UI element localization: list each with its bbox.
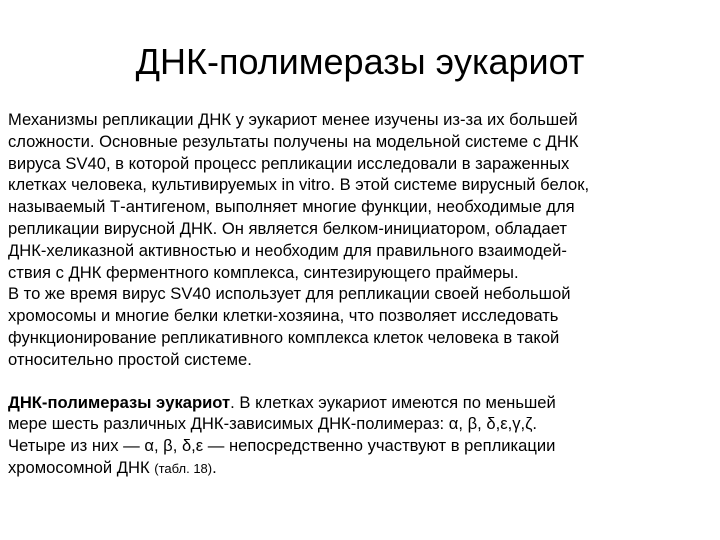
- slide-title: ДНК-полимеразы эукариот: [135, 41, 585, 82]
- text-line: функционирование репликативного комплекса клеток человека в такой: [8, 327, 560, 347]
- text-line: клетках человека, культивируемых in vitro. В этой системе вирусный белок,: [8, 175, 590, 195]
- paragraph-dna-polymerases: [8, 392, 712, 480]
- text-line: Механизмы репликации ДНК у эукариот менее изучены из-за их большей: [8, 110, 578, 129]
- text-line: Четыре из них — α, β, δ,ε — непосредственно участвуют в репликации: [8, 436, 556, 456]
- text-line: называемый Т-антигеном, выполняет многие функции, необходимые для: [8, 197, 575, 217]
- text-run: .: [212, 457, 217, 477]
- text-line: репликации вирусной ДНК. Он является белком-инициатором, обладает: [8, 218, 568, 238]
- text-line: [8, 457, 712, 480]
- text-line: относительно простой системе.: [8, 349, 252, 369]
- text-line: мере шесть различных ДНК-зависимых ДНК-полимераз: α, β, δ,ε,γ,ζ.: [8, 414, 538, 434]
- text-line: [8, 392, 712, 414]
- paragraph-replication-mechanisms: [8, 109, 712, 283]
- text-run: хромосомной ДНК: [8, 457, 155, 477]
- text-line: вируса SV40, в которой процесс репликации исследовали в зараженных: [8, 153, 570, 173]
- text-run: . В клетках эукариот имеются по меньшей: [230, 392, 556, 412]
- text-line: В то же время вирус SV40 использует для репликации своей небольшой: [8, 284, 571, 304]
- slide-body: [8, 109, 712, 480]
- table-reference: (табл. 18): [154, 460, 213, 476]
- text-line: сложности. Основные результаты получены на модельной системе с ДНК: [8, 131, 579, 151]
- bold-term: ДНК-полимеразы эукариот: [8, 392, 231, 412]
- text-line: хромосомы и многие белки клетки-хозяина, что позволяет исследовать: [8, 306, 559, 326]
- paragraph-sv40-host-proteins: [8, 283, 712, 370]
- paragraph-spacer: [8, 371, 712, 392]
- text-line: ДНК-хеликазной активностью и необходим для правильного взаимодей-: [8, 240, 567, 260]
- text-line: ствия с ДНК ферментного комплекса, синтезирующего праймеры.: [8, 262, 519, 282]
